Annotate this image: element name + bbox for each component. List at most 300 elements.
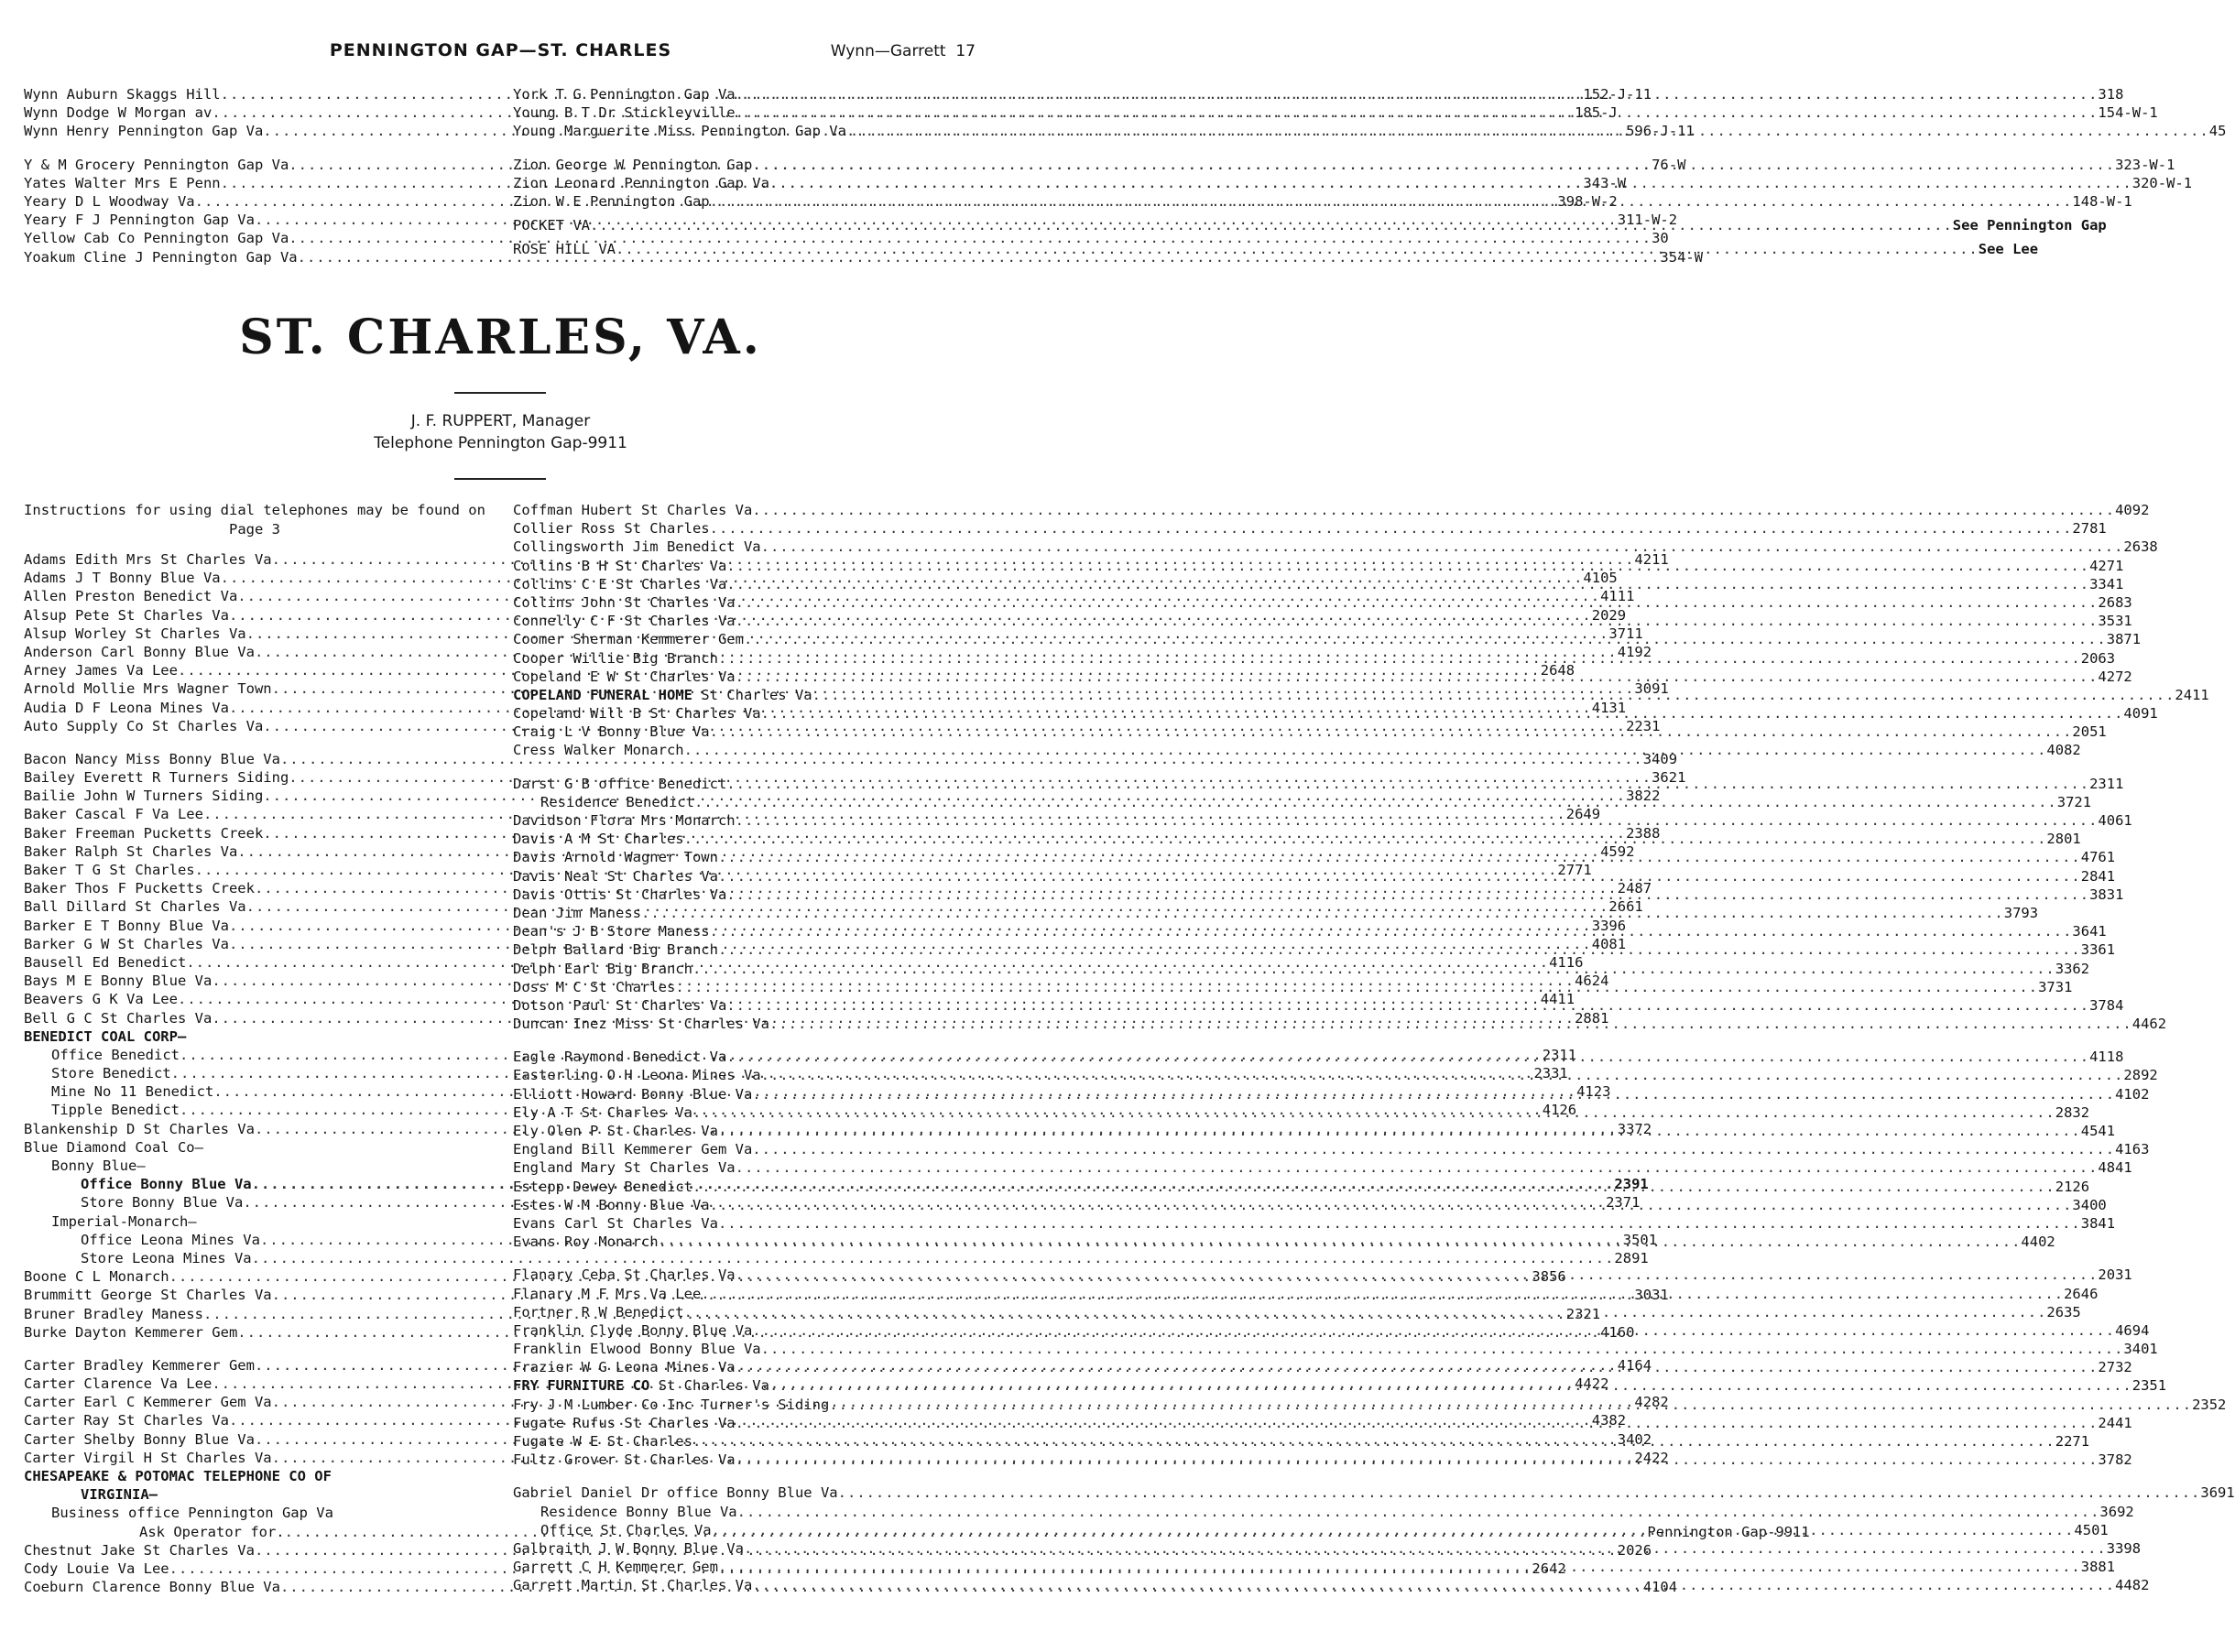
listing-row: [513, 519, 2107, 538]
listing-name: Adams J T Bonny Blue Va: [24, 570, 221, 587]
listing-number: 4163: [2115, 1141, 2150, 1158]
group-spacer: [513, 760, 974, 775]
listing-number: 311-W-2: [1617, 212, 1678, 229]
listing-name: Anderson Carl Bonny Blue Va: [24, 643, 255, 660]
dot-leader: [736, 85, 2099, 103]
listing-name: Chestnut Jake St Charles Va: [24, 1541, 255, 1559]
listing-name: Brummitt George St Charles Va: [24, 1287, 272, 1304]
listing-name: Duncan Inez Miss St Charles Va: [513, 1016, 769, 1033]
listing-name: Carter Shelby Bonny Blue Va: [24, 1430, 255, 1448]
listing-number: 3361: [2080, 941, 2116, 959]
listing-heading: Imperial-Monarch—: [51, 1212, 197, 1230]
listing-number: 4841: [2098, 1159, 2132, 1177]
listing-name: Office Bonny Blue Va: [81, 1176, 252, 1193]
listing-number: 2271: [2055, 1433, 2090, 1450]
listing-number: 3621: [1652, 769, 1686, 787]
listing-number: 3402: [1617, 1430, 1652, 1448]
section-title: ST. CHARLES, VA.: [239, 310, 762, 365]
listing-name: Cooper Willie Big Branch: [513, 649, 718, 667]
listing-number: 318: [2098, 86, 2124, 103]
listing-name: Bailey Everett R Turners Siding: [24, 769, 289, 787]
listing-number: 2801: [2046, 831, 2081, 848]
listing-number: 4102: [2115, 1085, 2150, 1103]
dot-leader: [718, 649, 2081, 668]
listing-name: Allen Preston Benedict Va: [24, 588, 238, 605]
listing-number: 3398: [2106, 1539, 2142, 1557]
listing-name: Estepp Dewey Benedict: [513, 1178, 692, 1195]
listing-number: 4082: [2046, 742, 2081, 759]
dot-leader: [752, 1576, 2115, 1594]
listing-name: Auto Supply Co St Charles Va: [24, 717, 264, 734]
listing-number: 2063: [2080, 649, 2116, 667]
listing-number: 3692: [2099, 1503, 2134, 1520]
listing-name: Alsup Pete St Charles Va: [24, 606, 229, 624]
listing-number: 343-W: [1583, 174, 1627, 191]
dot-leader: [736, 103, 2099, 122]
listing-name: Galbraith J W Bonny Blue Va: [513, 1539, 744, 1557]
listing-heading: VIRGINIA—: [81, 1486, 158, 1504]
listing-name: Davis Arnold Wagner Town: [513, 849, 718, 866]
dot-leader: [590, 216, 1953, 234]
listing-name: Residence Bonny Blue Va: [540, 1503, 737, 1520]
listing-name: Ask Operator for.: [139, 1523, 285, 1540]
listing-name: Fry J M Lumber Co Inc Turner's Siding: [513, 1396, 830, 1413]
listing-name: Fugate Rufus St Charles Va: [513, 1414, 736, 1431]
listing-name: Wynn Auburn Skaggs Hill: [24, 86, 221, 103]
dot-leader: [761, 1340, 2124, 1358]
listing-number: 2732: [2098, 1359, 2132, 1376]
listing-name: Arney James Va Lee: [24, 662, 178, 679]
listing-number: 4123: [1576, 1083, 1611, 1101]
listing-number: 4211: [1634, 551, 1669, 568]
listing-number: 4411: [1540, 991, 1575, 1008]
dot-leader: [829, 1396, 2192, 1414]
listing-number: 2311: [1542, 1046, 1577, 1063]
listing-name: Bailie John W Turners Siding: [24, 788, 264, 805]
listing-name: ROSE HILL VA: [513, 241, 616, 258]
dial-instructions: [24, 501, 485, 539]
dot-leader: [692, 1178, 2055, 1196]
listing-heading: BENEDICT COAL CORP—: [24, 1027, 187, 1045]
listing-number: 2648: [1540, 662, 1575, 679]
listing-number: 2642: [1532, 1560, 1566, 1577]
listing-number: 3401: [2123, 1341, 2158, 1358]
listing-number: 3731: [2038, 978, 2073, 995]
listing-number: 2026: [1617, 1541, 1652, 1559]
listing-number: 4111: [1600, 588, 1635, 605]
listing-name: Bays M E Bonny Blue Va: [24, 973, 213, 990]
listing-name: Store Benedict: [51, 1065, 171, 1082]
listing-number: 2661: [1608, 898, 1643, 916]
group-spacer: [513, 141, 974, 156]
listing-name: Carter Virgil H St Charles Va: [24, 1449, 272, 1466]
dot-leader: [659, 1233, 2022, 1251]
listing-name: Yeary D L Woodway Va: [24, 192, 195, 210]
listing-number: 3793: [2003, 904, 2039, 921]
listing-name: Yoakum Cline J Pennington Gap Va: [24, 248, 298, 266]
listing-name: Yellow Cab Co Pennington Gap Va: [24, 230, 289, 247]
listing-name: Carter Earl C Kemmerer Gem Va: [24, 1394, 272, 1411]
listing-name: Garrett Martin St Charles Va: [513, 1577, 753, 1594]
listing-name: Copeland E W St Charles Va: [513, 668, 736, 685]
header-divider: [454, 478, 546, 480]
dot-leader: [752, 1085, 2115, 1103]
listing-name: Store Bonny Blue Va: [81, 1194, 244, 1212]
dot-leader: [744, 1539, 2107, 1558]
dot-leader: [769, 174, 2132, 192]
alphabetical-range: Wynn—Garrett: [830, 42, 946, 60]
dot-leader: [684, 830, 2047, 848]
listing-name: Yeary F J Pennington Gap Va: [24, 212, 255, 229]
listing-number: 2441: [2098, 1414, 2132, 1431]
listing-name: Delph Earl Big Branch: [513, 960, 692, 977]
listing-number: 354-W: [1660, 248, 1704, 266]
listing-name: Easterling O H Leona Mines Va: [513, 1067, 761, 1084]
listing-name: York T G Pennington Gap Va: [513, 86, 736, 103]
listing-number: 323-W-1: [2115, 156, 2175, 173]
listing-name: Carter Ray St Charles Va: [24, 1412, 229, 1429]
listing-name: Davidson Flora Mrs Monarch: [513, 812, 736, 829]
listing-number: 3531: [2098, 613, 2132, 630]
listing-name: Gabriel Daniel Dr office Bonny Blue Va: [513, 1484, 838, 1502]
dot-leader: [736, 811, 2099, 830]
listing-name: Bruner Bradley Maness: [24, 1305, 203, 1322]
listing-number: 2126: [2055, 1178, 2090, 1195]
listing-name: Fortner R W Benedict: [513, 1303, 684, 1321]
listing-number: 4272: [2098, 668, 2132, 685]
listing-number: 3400: [2072, 1196, 2107, 1213]
listing-name: Connelly C F St Charles Va: [513, 613, 736, 630]
listing-number: 2646: [2064, 1285, 2099, 1302]
listing-number: 4116: [1549, 953, 1584, 971]
listing-number: 3711: [1608, 625, 1643, 642]
dot-leader: [761, 538, 2124, 556]
listing-number: 2031: [2098, 1266, 2132, 1284]
listing-row: [513, 1484, 2235, 1502]
listing-heading: Business office Pennington Gap Va: [51, 1505, 333, 1522]
dot-leader: [752, 1140, 2115, 1158]
dot-leader: [641, 904, 2004, 922]
dot-leader: [684, 741, 2047, 759]
listing-name: Davis Ottis St Charles Va: [513, 886, 727, 903]
dot-leader: [718, 1558, 2081, 1576]
listing-number: 4105: [1583, 570, 1618, 587]
listing-row: [513, 1158, 2132, 1177]
listing-number: 2881: [1575, 1009, 1609, 1027]
listing-number: 2311: [2089, 775, 2124, 792]
listing-number: 4192: [1617, 643, 1652, 660]
listing-name: Garrett C H Kemmerer Gem: [513, 1559, 718, 1576]
listing-name: Store Leona Mines Va: [81, 1249, 252, 1266]
listing-number: 4402: [2021, 1234, 2055, 1251]
listing-row: [513, 538, 2158, 556]
listing-name: Office Leona Mines Va: [81, 1231, 260, 1248]
listing-name: Frazier W G Leona Mines Va: [513, 1359, 736, 1376]
listing-number: 3409: [1642, 750, 1678, 767]
listing-row: [24, 229, 1669, 247]
dot-leader: [684, 1303, 2047, 1321]
listing-number: 2331: [1533, 1065, 1568, 1082]
listing-name: Ely A T St Charles Va: [513, 1103, 692, 1121]
listing-number: 3362: [2055, 960, 2090, 977]
listing-name: Fugate W E St Charles: [513, 1433, 692, 1450]
listing-number: 4081: [1591, 935, 1627, 952]
dot-leader: [737, 1503, 2100, 1521]
listing-name: Evans Carl St Charles Va: [513, 1214, 718, 1232]
listing-name: Cody Louie Va Lee: [24, 1560, 169, 1577]
group-spacer: [513, 1251, 974, 1266]
listing-name: Dean Jim Maness: [513, 904, 641, 921]
dot-leader: [761, 1066, 2124, 1084]
listing-name: Boone C L Monarch: [24, 1268, 169, 1286]
dot-leader: [701, 1285, 2064, 1303]
dot-leader: [718, 867, 2081, 886]
listing-number: 398-W-2: [1557, 192, 1618, 210]
listing-row: [24, 1249, 1649, 1267]
listing-name: Collingsworth Jim Benedict Va: [513, 538, 761, 556]
listing-row: [513, 1340, 2158, 1358]
dot-leader: [752, 156, 2115, 174]
listing-number: 2029: [1591, 606, 1627, 624]
listing-number: See Lee: [1978, 241, 2039, 258]
listing-name: Fultz Grover St Charles Va: [513, 1451, 736, 1469]
listing-name: Zion W E Pennington Gap: [513, 192, 710, 210]
listing-number: 2352: [2192, 1396, 2227, 1413]
dot-leader: [712, 1521, 2075, 1539]
listing-number: 3501: [1622, 1231, 1658, 1248]
dot-leader: [710, 192, 2073, 211]
listing-name: England Mary St Charles Va: [513, 1159, 736, 1177]
dot-leader: [718, 848, 2081, 866]
listing-name: Young B T Dr Stickleyville: [513, 104, 736, 122]
listing-number: 4164: [1617, 1356, 1652, 1374]
dot-leader: [744, 630, 2107, 648]
listing-number: 3641: [2072, 923, 2107, 940]
listing-number: 3871: [2106, 631, 2142, 648]
listing-number: 2891: [1614, 1249, 1649, 1266]
listing-number: 2422: [1634, 1449, 1669, 1466]
listing-name: Yates Walter Mrs E Penn: [24, 174, 221, 191]
dot-leader: [761, 704, 2124, 723]
instructions-line-1: Instructions for using dial telephones may be found on: [24, 502, 485, 518]
listing-name: Estes W M Bonny Blue Va: [513, 1196, 710, 1213]
dot-leader: [726, 557, 2089, 575]
listing-number: 152-J-11: [1583, 86, 1652, 103]
dot-leader: [718, 1122, 2081, 1140]
dot-leader: [769, 1015, 2132, 1033]
group-spacer: [24, 735, 485, 750]
listing-name: Baker Freeman Pucketts Creek: [24, 824, 264, 842]
listing-number: 2781: [2072, 520, 2107, 538]
listing-name: Elliott Howard Bonny Blue Va: [513, 1085, 753, 1103]
dot-leader: [675, 978, 2038, 996]
listing-row: [513, 501, 2150, 519]
dot-leader: [694, 793, 2057, 811]
instructions-line-2: Page 3: [229, 521, 280, 538]
listing-name: Tipple Benedict: [51, 1102, 180, 1119]
listing-name: COPELAND FUNERAL HOME St Charles Va: [513, 686, 812, 703]
listing-number: 2771: [1557, 862, 1592, 878]
listing-name: Evans Roy Monarch: [513, 1234, 659, 1251]
dot-leader: [726, 886, 2089, 904]
listing-number: 2371: [1606, 1194, 1641, 1212]
page-number: 17: [955, 42, 976, 60]
listing-number: 3881: [2080, 1559, 2116, 1576]
listing-heading: Bonny Blue—: [51, 1157, 146, 1174]
listing-number: 3341: [2089, 575, 2124, 592]
listing-number: 2388: [1626, 824, 1661, 842]
dot-leader: [736, 1414, 2099, 1432]
listing-name: Office St Charles Va: [540, 1521, 712, 1538]
listing-name: Barker E T Bonny Blue Va: [24, 917, 229, 934]
listing-name: Residence Benedict: [540, 793, 694, 810]
listing-number: 4091: [2123, 705, 2158, 723]
listing-name: Coeburn Clarence Bonny Blue Va: [24, 1579, 280, 1596]
dot-leader: [736, 1158, 2099, 1177]
dot-leader: [736, 1266, 2099, 1284]
dot-leader: [692, 960, 2055, 978]
listing-heading: Blue Diamond Coal Co—: [24, 1138, 203, 1156]
listing-number: 4501: [2074, 1521, 2109, 1538]
listing-name: Franklin Clyde Bonny Blue Va: [513, 1321, 753, 1339]
listing-number: 2638: [2123, 538, 2158, 556]
listing-number: 2892: [2123, 1067, 2158, 1084]
listing-row: [513, 1503, 2134, 1521]
listing-name: Franklin Elwood Bonny Blue Va: [513, 1341, 761, 1358]
dot-leader: [726, 996, 2089, 1015]
listing-number: 3822: [1626, 788, 1661, 805]
dot-leader: [769, 1376, 2132, 1395]
listing-number: 3721: [2056, 793, 2092, 810]
dot-leader: [726, 575, 2089, 593]
listing-name: Young Marguerite Miss Pennington Gap Va: [513, 123, 846, 140]
dot-leader: [736, 593, 2099, 612]
listing-name: Bacon Nancy Miss Bonny Blue Va: [24, 750, 280, 767]
listing-name: Dean's J B Store Maness: [513, 923, 710, 940]
listing-number: 2051: [2072, 723, 2107, 741]
listing-number: 2231: [1626, 717, 1661, 734]
listing-name: Darst G B office Benedict: [513, 775, 727, 792]
dot-leader: [718, 1214, 2081, 1233]
listing-number: 2683: [2098, 593, 2132, 611]
listing-name: Delph Ballard Big Branch: [513, 941, 718, 959]
listing-name: Cress Walker Monarch: [513, 742, 684, 759]
dot-leader: [752, 501, 2115, 519]
dot-leader: [846, 122, 2209, 140]
listing-number: 4694: [2115, 1321, 2150, 1339]
listing-name: Y & M Grocery Pennington Gap Va: [24, 156, 289, 173]
group-spacer: [24, 141, 485, 156]
listing-number: 4382: [1591, 1412, 1627, 1429]
listing-name: Arnold Mollie Mrs Wagner Town: [24, 680, 272, 698]
listing-number: 4422: [1575, 1375, 1609, 1393]
listing-number: 154-W-1: [2098, 104, 2158, 122]
listing-number: 2635: [2046, 1303, 2081, 1321]
listing-row: [513, 1140, 2150, 1158]
listing-name: Craig L V Bonny Blue Va: [513, 723, 710, 741]
listing-number: 148-W-1: [2072, 192, 2132, 210]
listing-number: 4271: [2089, 557, 2124, 574]
listing-name: Bell G C St Charles Va: [24, 1009, 213, 1027]
dot-leader: [710, 519, 2073, 538]
listing-name: Beavers G K Va Lee: [24, 991, 178, 1008]
listing-number: 3856: [1532, 1268, 1566, 1286]
listing-number: 4118: [2089, 1049, 2124, 1066]
listing-number: 4104: [1642, 1579, 1678, 1596]
dot-leader: [718, 940, 2081, 959]
listing-number: 4541: [2080, 1123, 2116, 1139]
listing-name: Ball Dillard St Charles Va: [24, 898, 246, 916]
listing-number: 3784: [2089, 996, 2124, 1014]
dot-leader: [710, 922, 2073, 940]
listing-number: See Pennington Gap: [1952, 217, 2107, 234]
page-header-range: [831, 42, 976, 60]
listing-name: Collins B H St Charles Va: [513, 557, 727, 574]
listing-name: Baker T G St Charles: [24, 862, 195, 878]
dot-leader: [726, 775, 2089, 793]
listing-name: Doss M C St Charles: [513, 978, 676, 995]
listing-number: 3782: [2098, 1451, 2132, 1469]
listing-name: Coomer Sherman Kemmerer Gem: [513, 631, 744, 648]
listing-number: 3831: [2089, 886, 2124, 903]
group-spacer: [513, 1469, 974, 1484]
listing-name: Baker Ralph St Charles Va: [24, 842, 238, 860]
listing-name: Carter Clarence Va Lee: [24, 1375, 213, 1393]
listing-number: 4761: [2080, 849, 2116, 866]
listing-name: Collins John St Charles Va: [513, 593, 736, 611]
listing-name: Copeland Will B St Charles Va: [513, 705, 761, 723]
listing-number: 2321: [1565, 1305, 1601, 1322]
listing-number: 4482: [2115, 1577, 2150, 1594]
listing-name: Flanary M F Mrs Va Lee: [513, 1285, 702, 1302]
dot-leader: [710, 1196, 2073, 1214]
listing-number: 2487: [1617, 880, 1652, 897]
listing-number: 3396: [1591, 917, 1627, 934]
listing-number: 3841: [2080, 1214, 2116, 1232]
dot-leader: [726, 1048, 2089, 1066]
listing-number: 3031: [1634, 1287, 1669, 1304]
listing-name: Blankenship D St Charles Va: [24, 1120, 255, 1137]
listing-number: 30: [1652, 230, 1669, 247]
listing-name: Zion Leonard Pennington Gap Va: [513, 174, 769, 191]
listing-number: 4061: [2098, 812, 2132, 829]
listing-number: Pennington Gap-9911: [1647, 1523, 1810, 1540]
listing-name: Baker Thos F Pucketts Creek: [24, 880, 255, 897]
listing-number: 3691: [2200, 1484, 2235, 1502]
listing-name: England Bill Kemmerer Gem Va: [513, 1141, 753, 1158]
listing-number: 4624: [1575, 973, 1609, 990]
dot-leader: [838, 1484, 2201, 1502]
dot-leader: [752, 1321, 2115, 1340]
listing-name: Bausell Ed Benedict: [24, 953, 187, 971]
dot-leader: [616, 240, 1979, 258]
listing-number: 2351: [2131, 1377, 2167, 1395]
listing-name: Dotson Paul St Charles Va: [513, 996, 727, 1014]
listing-name: Coffman Hubert St Charles Va: [513, 502, 753, 518]
listing-number: 2391: [1614, 1176, 1649, 1193]
dot-leader: [710, 723, 2073, 741]
listing-number: 4592: [1600, 842, 1635, 860]
dot-leader: [736, 612, 2099, 630]
listing-number: 320-W-1: [2131, 174, 2193, 191]
listing-number: 45: [2208, 123, 2227, 140]
listing-name: Collier Ross St Charles: [513, 520, 710, 538]
listing-number: 596-J-11: [1626, 123, 1695, 140]
listing-name: Office Benedict: [51, 1046, 180, 1063]
listing-number: 4160: [1600, 1323, 1635, 1341]
dot-leader: [736, 668, 2099, 686]
listing-number: 4282: [1634, 1394, 1669, 1411]
